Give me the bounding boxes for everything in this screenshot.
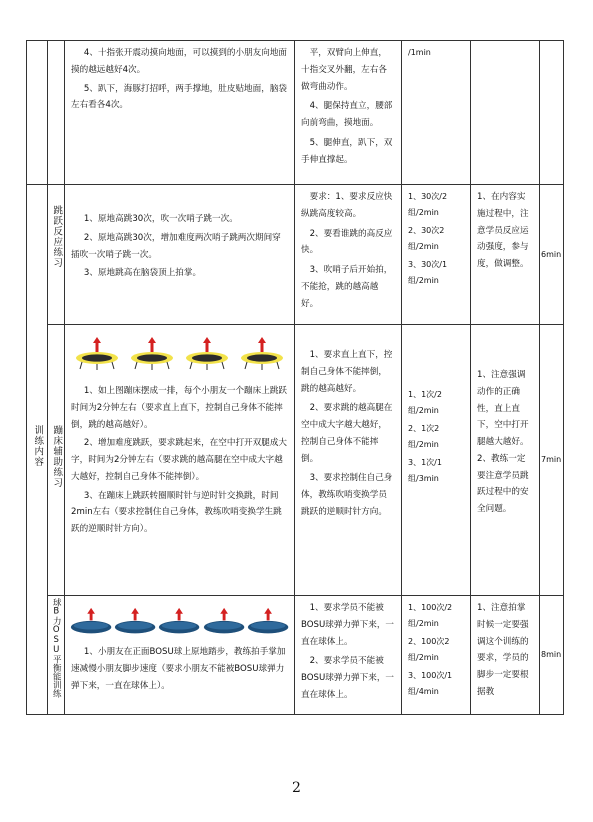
notes-text: 1、在内容实施过程中，注意学员反应运动强度，参与度，做调整。: [477, 192, 529, 269]
trampoline-illustration: [65, 325, 294, 375]
load-item: 2、1次2组/2min: [408, 424, 440, 449]
time-cell: [540, 185, 564, 325]
load-text: /1min: [408, 48, 431, 57]
load-item: 2、30次2组/2min: [408, 226, 445, 251]
content-item: 2、增加难度跳跃，要求跳起来，在空中打开双腿成大字，时间为2分钟左右（要求跳的越高腿在空中成大字越大越好，控制自己身体不能摔倒）。: [71, 438, 288, 482]
requirement-item: 平，双臂向上伸直，十指交叉外翻，左右各做弯曲动作。: [301, 48, 387, 92]
trampoline-icon: [129, 335, 175, 371]
activity-label-cell: [48, 596, 65, 715]
requirement-item: 1、要求学员不能被BOSU球弹力弹下来，一直在球体上。: [301, 603, 395, 647]
trampoline-icon: [184, 335, 230, 371]
requirement-item: 2、要看谁跳的高反应快。: [301, 228, 393, 256]
table-row-trampoline: [27, 325, 564, 596]
training-plan-table: [26, 40, 564, 715]
activity-label: 跳跃反应练习: [51, 205, 63, 268]
content-item: 5、趴下，海豚打招呼，两手撑地，肚皮贴地面，脑袋左右看各4次。: [71, 83, 288, 111]
requirements-cell: [295, 185, 402, 325]
content-cell: [65, 596, 295, 715]
notes-text: 1、注意拍掌时候一定要强调这个训练的要求，学员的脚步一定要根据教: [477, 603, 529, 697]
section-label: 训练内容: [32, 425, 44, 468]
trampoline-icon: [74, 335, 120, 371]
requirement-item: 3、要求控制住自己身体，教练吹哨变换学员跳跃的逆顺时针方向。: [301, 473, 393, 517]
trampoline-icon: [239, 335, 285, 371]
bosu-ball-icon: [246, 606, 290, 636]
requirement-item: 3、吹哨子后开始拍，不能抢，跳的越高越好。: [301, 265, 393, 309]
content-item: 4、十指张开震动摸向地面，可以摸到的小朋友向地面摸的越远越好4次。: [71, 48, 288, 75]
notes-text: 1、注意强调动作的正确性，直上直下，空中打开腿越大越好。2、教练一定要注意学员跳跃过程中的安全问题。: [477, 370, 529, 514]
content-item: 3、在蹦床上跳跃转圈顺时针与逆时针交换跳，时间2min左右（要求控制住自己身体，教练吹哨变换学生跳跃的逆顺时针方向）。: [71, 490, 282, 534]
content-cell: [65, 41, 295, 185]
load-item: 3、1次/1组/3min: [408, 458, 442, 483]
requirement-item: 1、要求直上直下，控制自己身体不能摔倒，跳的越高越好。: [301, 350, 393, 394]
requirement-item: 5、腿伸直，趴下，双手伸直撑起。: [301, 137, 393, 165]
section-label-cell: [27, 185, 48, 715]
activity-label-cell: [48, 325, 65, 596]
notes-cell: [471, 185, 540, 325]
content-item: 3、原地跳高在脑袋顶上拍掌。: [83, 268, 202, 279]
load-item: 2、100次2组/2min: [408, 637, 450, 662]
load-item: 3、100次/1组/4min: [408, 671, 453, 696]
load-item: 1、30次/2组/2min: [408, 192, 448, 217]
notes-cell: [471, 596, 540, 715]
requirement-item: 要求：1、要求反应快纵跳高度较高。: [301, 192, 393, 219]
content-item: 1、原地高跳30次，吹一次哨子跳一次。: [83, 214, 238, 224]
load-item: 1、100次/2组/2min: [408, 603, 453, 628]
requirements-cell: [295, 41, 402, 185]
activity-label-cell: [48, 185, 65, 325]
page-number: 2: [292, 780, 301, 796]
time-text: 8min: [541, 650, 562, 660]
requirement-item: 2、要求学员不能被BOSU球弹力弹下来，一直在球体上。: [301, 656, 395, 700]
requirements-cell: [295, 325, 402, 596]
bosu-ball-icon: [157, 606, 201, 636]
bosu-ball-icon: [202, 606, 246, 636]
content-cell: [65, 325, 295, 596]
load-cell: [402, 596, 471, 715]
bosu-ball-icon: [69, 606, 113, 636]
load-item: 3、30次/1组/2min: [408, 260, 448, 285]
activity-label: 球B力OSU平衡能训练: [51, 598, 62, 698]
time-cell: [540, 325, 564, 596]
time-text: 6min: [541, 249, 562, 259]
content-item: 1、小朋友在正面BOSU球上原地踏步，教练拍手掌加速减慢小朋友脚步速度（要求小朋友不能被BOSU球弹力弹下来，一直在球体上）。: [71, 647, 286, 691]
load-item: 1、1次/2组/2min: [408, 390, 442, 415]
load-cell: [402, 41, 471, 185]
notes-cell: [471, 325, 540, 596]
requirement-item: 4、腿保持直立，腰部向前弯曲，摸地面。: [301, 101, 393, 128]
time-text: 7min: [541, 455, 562, 465]
table-row-bosu: [27, 596, 564, 715]
table-row-reaction: [27, 185, 564, 325]
load-cell: [402, 325, 471, 596]
bosu-ball-icon: [113, 606, 157, 636]
bosu-illustration: [65, 596, 294, 640]
requirement-item: 2、要求跳的越高腿在空中成大字越大越好，控制自己身体不能摔倒。: [301, 403, 393, 464]
content-list: [65, 41, 294, 119]
content-item: 1、如上图蹦床摆成一排，每个小朋友一个蹦床上跳跃时间为2分钟左右（要求直上直下，控制自己身体不能摔倒，跳的越高越好）。: [71, 386, 288, 430]
requirements-cell: [295, 596, 402, 715]
table-row-warmup-continued: [27, 41, 564, 185]
content-cell: [65, 185, 295, 325]
time-cell: [540, 596, 564, 715]
content-item: 2、原地高跳30次，增加难度两次哨子跳两次期间穿插吹一次哨子跳一次。: [71, 232, 281, 260]
load-cell: [402, 185, 471, 325]
activity-label: 蹦床辅助练习: [51, 425, 63, 489]
